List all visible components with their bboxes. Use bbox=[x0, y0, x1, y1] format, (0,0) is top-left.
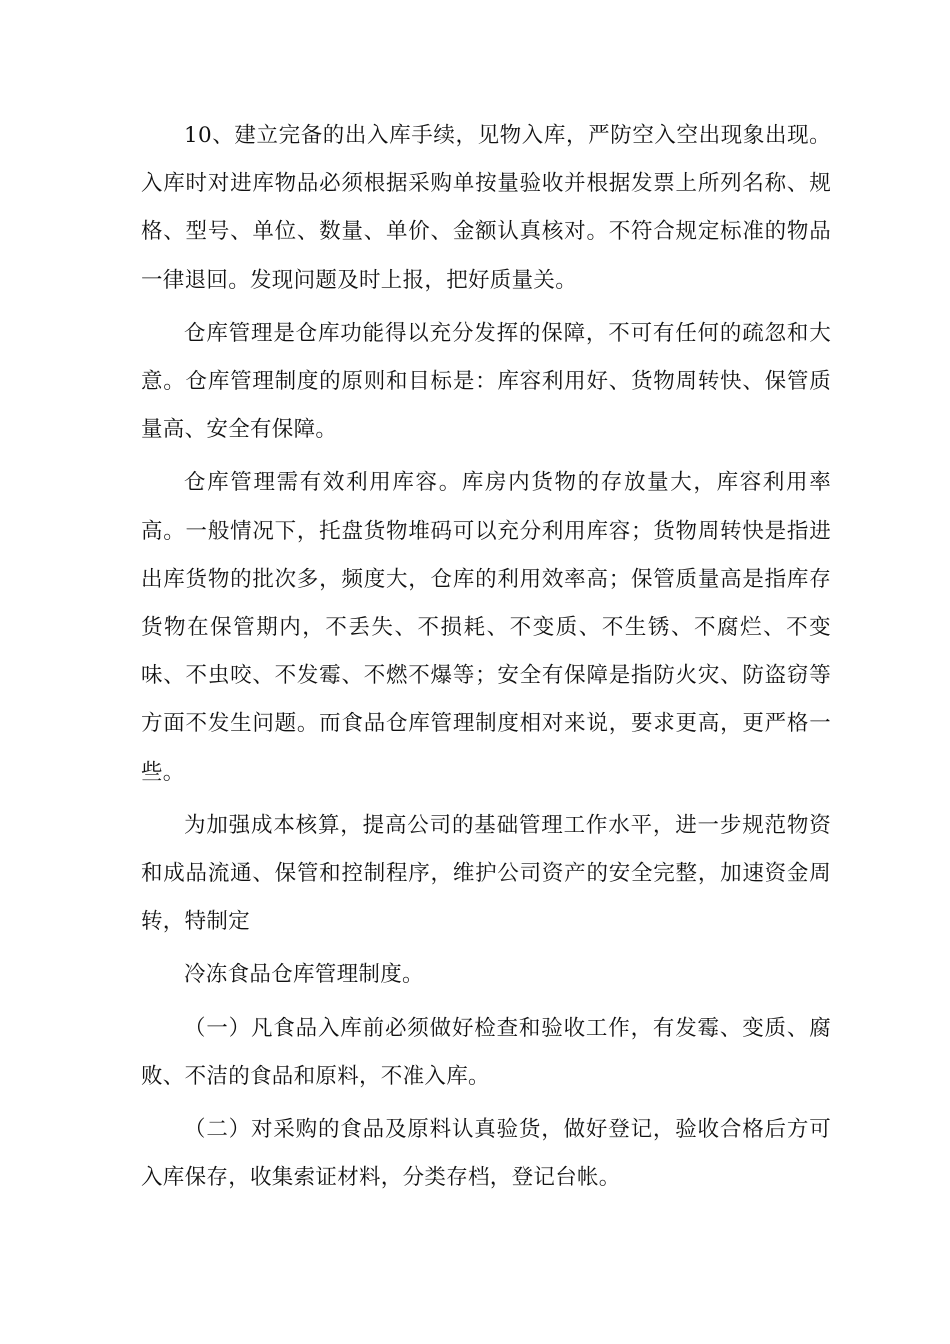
paragraph-frozen-food-rules-title: 冷冻食品仓库管理制度。 bbox=[184, 962, 424, 988]
paragraph-warehouse-management-goals: 仓库管理是仓库功能得以充分发挥的保障，不可有任何的疏忽和大意。仓库管理制度的原则和目标是：库容利用好、货物周转快、保管质量高、安全有保障。 bbox=[141, 320, 831, 443]
document-body bbox=[141, 112, 831, 1207]
paragraph-rule-2: （二）对采购的食品及原料认真验货，做好登记，验收合格后方可入库保存，收集索证材料，分类存档，登记台帐。 bbox=[141, 1117, 831, 1191]
paragraph-storage-capacity: 仓库管理需有效利用库容。库房内货物的存放量大，库容利用率高。一般情况下，托盘货物堆码可以充分利用库容；货物周转快是指进出库货物的批次多，频度大，仓库的利用效率高；保管质量高是指库存货物在保管期内，不丢失、不损耗、不变质、不生锈、不腐烂、不变味、不虫咬、不发霉、不燃不爆等；安全有保障是指防火灾、防盗窃等方面不发生问题。而食品仓库管理制度相对来说，要求更高，更严格一些。 bbox=[141, 470, 831, 785]
paragraph-rule-1: （一）凡食品入库前必须做好检查和验收工作，有发霉、变质、腐败、不洁的食品和原料，不准入库。 bbox=[141, 1015, 831, 1089]
paragraph-cost-accounting: 为加强成本核算，提高公司的基础管理工作水平，进一步规范物资和成品流通、保管和控制程序，维护公司资产的安全完整，加速资金周转，特制定 bbox=[141, 812, 831, 935]
paragraph-inbound-procedures: 10、建立完备的出入库手续，见物入库，严防空入空出现象出现。入库时对进库物品必须根据采购单按量验收并根据发票上所列名称、规格、型号、单位、数量、单价、金额认真核对。不符合规定标准的物品一律退回。发现问题及时上报，把好质量关。 bbox=[141, 123, 831, 293]
